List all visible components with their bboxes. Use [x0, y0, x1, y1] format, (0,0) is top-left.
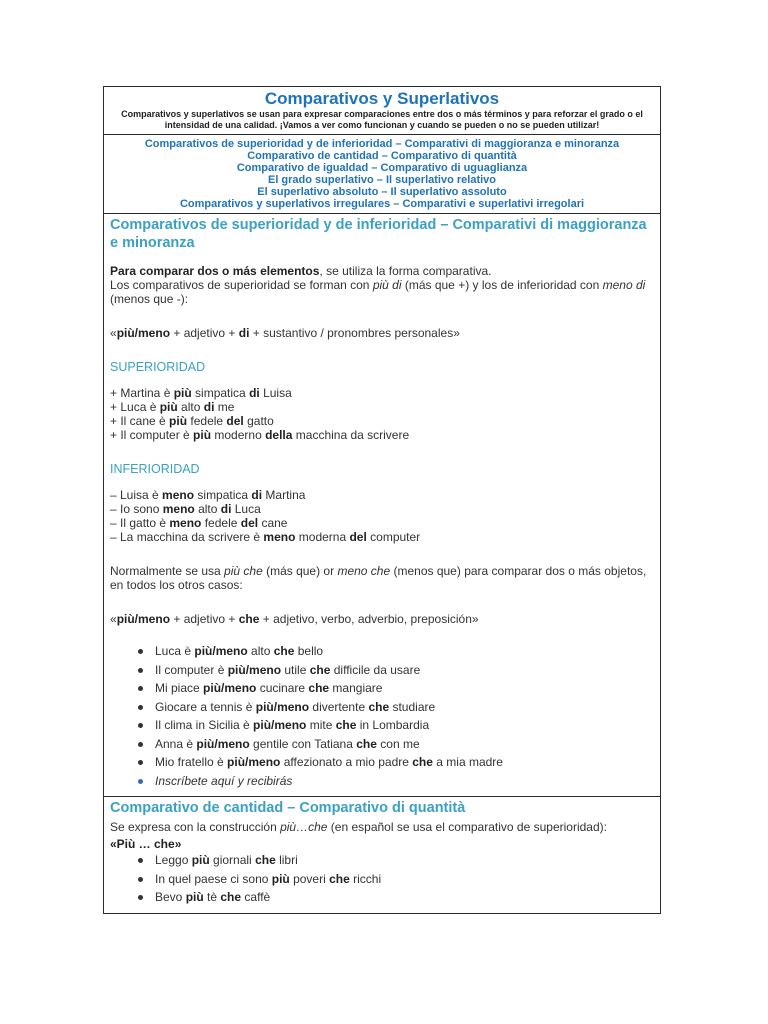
- toc-link-5[interactable]: El superlativo absoluto – Il superlativo assoluto: [257, 186, 507, 198]
- section-superioridad-inferioridad: [104, 214, 660, 797]
- document-table: [103, 86, 661, 914]
- section-heading: Comparativos de superioridad y de inferioridad – Comparativi di maggioranza e minoranza: [110, 217, 647, 251]
- toc-link-3[interactable]: Comparativo de igualdad – Comparativo di uguaglianza: [236, 162, 528, 174]
- example-line: + Luca è più alto di me: [110, 400, 235, 414]
- subheading-superioridad: SUPERIORIDAD: [110, 360, 206, 374]
- example-line: – La macchina da scrivere è meno moderna del computer: [110, 530, 421, 544]
- paragraph: Se expresa con la construcción più…che (en español se usa el comparativo de superioridad):: [110, 820, 607, 834]
- page-title: Comparativos y Superlativos: [264, 89, 500, 108]
- paragraph: Normalmente se usa più che (más que) or meno che (menos que) para comparar dos o más objetos, en todos los otros casos:: [110, 564, 647, 592]
- example-line: + Il cane è più fedele del gatto: [110, 414, 274, 428]
- list-item: Il clima in Sicilia è più/meno mite che in Lombardia: [110, 716, 654, 735]
- list-item: Anna è più/meno gentile con Tatiana che con me: [110, 735, 654, 754]
- example-line: – Il gatto è meno fedele del cane: [110, 516, 288, 530]
- section-heading: Comparativo de cantidad – Comparativo di quantità: [110, 800, 466, 816]
- list-item: Bevo più tè che caffè: [110, 888, 654, 907]
- paragraph: Para comparar dos o más elementos, se utiliza la forma comparativa. Los comparativos de superioridad se forman con più di (más que +) y los de inferioridad con meno di (menos que -):: [110, 264, 646, 306]
- header-cell: [104, 87, 660, 135]
- list-item: Giocare a tennis è più/meno divertente che studiare: [110, 698, 654, 717]
- subscribe-link[interactable]: Inscríbete aquí y recibirás: [110, 772, 654, 791]
- cantidad-example-list: [110, 851, 654, 907]
- toc-link-6[interactable]: Comparativos y superlativos irregulares – Comparativi e superlativi irregolari: [179, 198, 585, 210]
- list-item: Mio fratello è più/meno affezionato a mio padre che a mia madre: [110, 753, 654, 772]
- example-line: – Io sono meno alto di Luca: [110, 502, 261, 516]
- formula-di: «più/meno + adjetivo + di + sustantivo / pronombres personales»: [110, 326, 460, 340]
- subheading-inferioridad: INFERIORIDAD: [110, 462, 200, 476]
- list-item: Mi piace più/meno cucinare che mangiare: [110, 679, 654, 698]
- table-of-contents: [104, 135, 660, 214]
- example-line: + Martina è più simpatica di Luisa: [110, 386, 292, 400]
- toc-link-1[interactable]: Comparativos de superioridad y de inferioridad – Comparativi di maggioranza e minoranza: [144, 138, 620, 150]
- example-line: – Luisa è meno simpatica di Martina: [110, 488, 306, 502]
- che-example-list: [110, 642, 654, 790]
- list-item: In quel paese ci sono più poveri che ricchi: [110, 870, 654, 889]
- formula-piu-che: «Più … che»: [110, 837, 182, 851]
- section-cantidad: [104, 797, 660, 913]
- list-item: Luca è più/meno alto che bello: [110, 642, 654, 661]
- superioridad-examples: [110, 386, 654, 442]
- intro-text: Comparativos y superlativos se usan para expresar comparaciones entre dos o más términos y para reforzar el grado o el intensidad de una calidad. ¡Vamos a ver como funcionan y cuando se pueden o no se pueden utilizar!: [121, 109, 643, 130]
- toc-link-2[interactable]: Comparativo de cantidad – Comparativo di quantità: [247, 150, 517, 162]
- list-item: Leggo più giornali che libri: [110, 851, 654, 870]
- inferioridad-examples: [110, 488, 654, 544]
- formula-che: «più/meno + adjetivo + che + adjetivo, verbo, adverbio, preposición»: [110, 612, 479, 626]
- list-item: Il computer è più/meno utile che difficile da usare: [110, 661, 654, 680]
- example-line: + Il computer è più moderno della macchina da scrivere: [110, 428, 410, 442]
- toc-link-4[interactable]: El grado superlativo – Il superlativo relativo: [267, 174, 496, 186]
